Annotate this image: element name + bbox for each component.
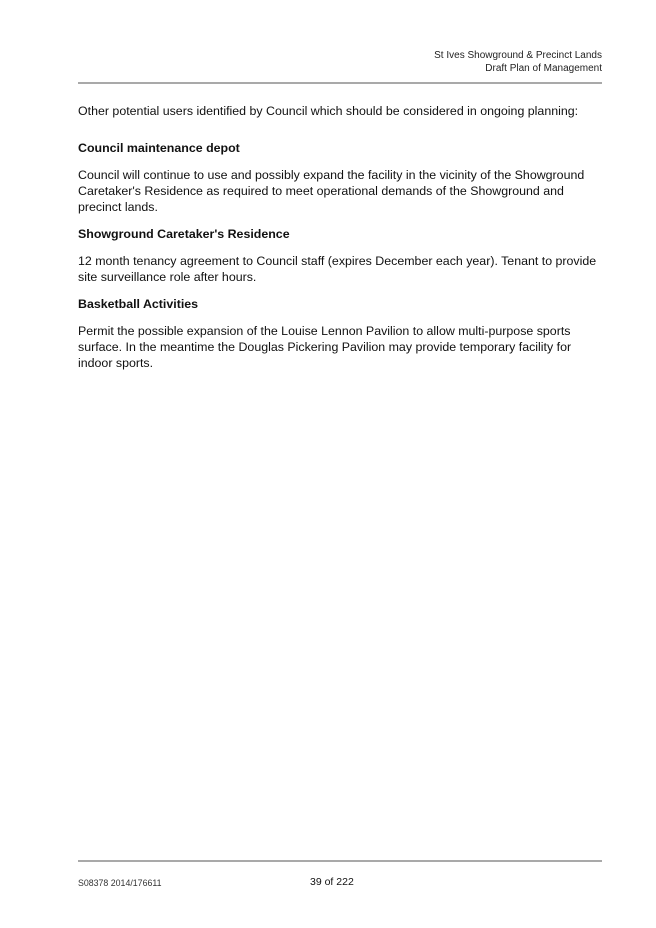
- section-heading-caretaker-residence: Showground Caretaker's Residence: [78, 227, 290, 241]
- page-header: [434, 50, 602, 75]
- intro-paragraph: Other potential users identified by Council which should be considered in ongoing planning:: [78, 104, 579, 118]
- document-body: [78, 103, 606, 382]
- section-text-maintenance-depot: Council will continue to use and possibly expand the facility in the vicinity of the Showground Caretaker's Residence as required to meet operational demands of the Showground and precinct lands.: [78, 168, 585, 214]
- header-divider: [78, 82, 602, 84]
- section-heading-maintenance-depot: Council maintenance depot: [78, 141, 240, 155]
- section-heading-basketball: Basketball Activities: [78, 297, 199, 311]
- page-number: 39 of 222: [310, 876, 354, 888]
- section-text-caretaker-residence: 12 month tenancy agreement to Council staff (expires December each year). Tenant to provide site surveillance role after hours.: [78, 254, 597, 284]
- footer-divider: [78, 860, 602, 862]
- header-subtitle: Draft Plan of Management: [485, 62, 602, 74]
- header-title: St Ives Showground & Precinct Lands: [434, 50, 602, 61]
- document-reference: S08378 2014/176611: [78, 878, 162, 888]
- section-text-basketball: Permit the possible expansion of the Louise Lennon Pavilion to allow multi-purpose sports surface. In the meantime the Douglas Pickering Pavilion may provide temporary facility for indoor sports.: [78, 324, 572, 370]
